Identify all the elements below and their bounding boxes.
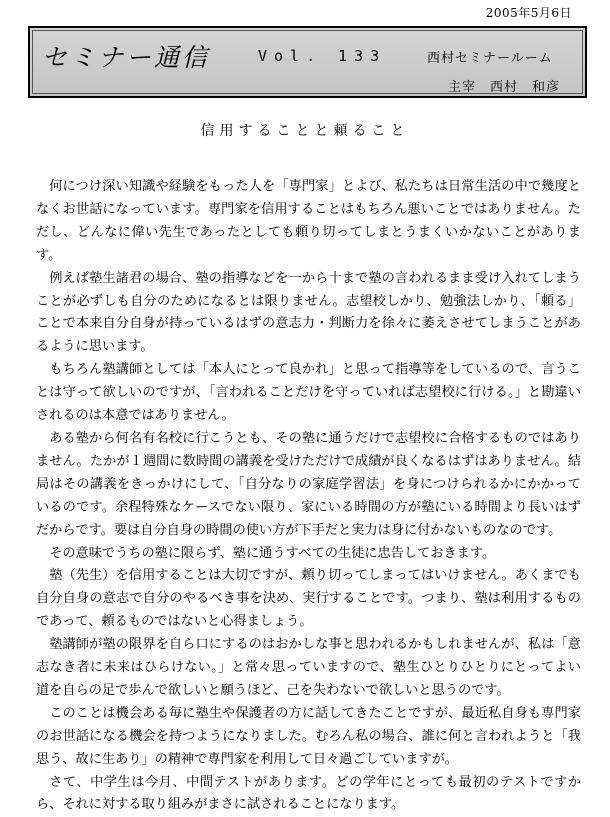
- paragraph: このことは機会ある毎に塾生や保護者の方に話してきたことですが、最近私自身も専門家のお世話になる機会を持つようになりました。むろん私の場合、誰に何と言われようと「我思う、故に生あり」の精神で専門家を利用して日々過ごしていますが。: [36, 705, 581, 767]
- article-title: 信用することと頼ること: [200, 123, 410, 139]
- paragraph: 塾講師が塾の限界を自ら口にするのはおかしな事と思われるかもしれませんが、私は「意志なき者に未来はひらけない。」と常々思っていますので、塾生ひとりひとりにとってよい道を自らの足で歩んで欲しいと願うほど、己を失わないで欲しいと思うのです。: [36, 637, 581, 698]
- paragraph: さて、中学生は今月、中間テストがあります。どの学年にとっても最初のテストですから、それに対する取り組みがまさに試されることになります。: [36, 774, 581, 813]
- paragraph: もちろん塾講師としては「本人にとって良かれ」と思って指導等をしているので、言うことは守って欲しいのですが、「言われることだけを守っていれば志望校に行ける。」と勘違いされるのは本意ではありません。: [36, 362, 581, 424]
- paragraph: 塾（先生）を信用することは大切ですが、頼り切ってしまってはいけません。あくまでも自分自身の意志で自分のやるべき事を決め、実行することです。つまり、塾は利用するものであって、頼るものではないと心得ましょう。: [36, 568, 581, 630]
- paragraph: 何につけ深い知識や経験をもった人を「専門家」とよび、私たちは日常生活の中で幾度となくお世話になっています。専門家を信用することはもちろん悪いことではありません。ただし、どんなに偉い先生であったとしても頼り切ってしまとうまくいかないことがあります。: [36, 179, 581, 263]
- issue-date: 2005年5月6日: [485, 6, 572, 20]
- newsletter-title: セミナー通信: [42, 43, 211, 72]
- author-name: 主宰 西村 和彦: [448, 80, 561, 95]
- newsletter-header: [28, 26, 587, 98]
- article-body: [36, 176, 581, 817]
- organization-name: 西村セミナールーム: [427, 51, 553, 66]
- volume-number: Vol. 133: [258, 47, 387, 65]
- paragraph: 例えば塾生諸君の場合、塾の指導などを一から十まで塾の言われるまま受け入れてしまうことが必ずしも自分のためになるとは限りません。志望校しかり、勉強法しかり、「頼る」ことで本来自分自身が持っているはずの意志力・判断力を徐々に萎えさせてしまうことがあるように思います。: [36, 270, 581, 355]
- paragraph: その意味でうちの塾に限らず、塾に通うすべての生徒に忠告しておきます。: [49, 545, 496, 561]
- paragraph: ある塾から何名有名校に行こうとも、その塾に通うだけで志望校に合格するものではありません。たかが１週間に数時間の講義を受けただけで成績が良くなるはずはありません。結局はその講義をきっかけにして、「自分なりの家庭学習法」を身につけられるかにかかっているのです。余程特殊なケースでない限り、家にいる時間の方が塾にいる時間より長いはずだからです。要は自分自身の時間の使い方が下手だと実力は身に付かないものなのです。: [36, 430, 581, 538]
